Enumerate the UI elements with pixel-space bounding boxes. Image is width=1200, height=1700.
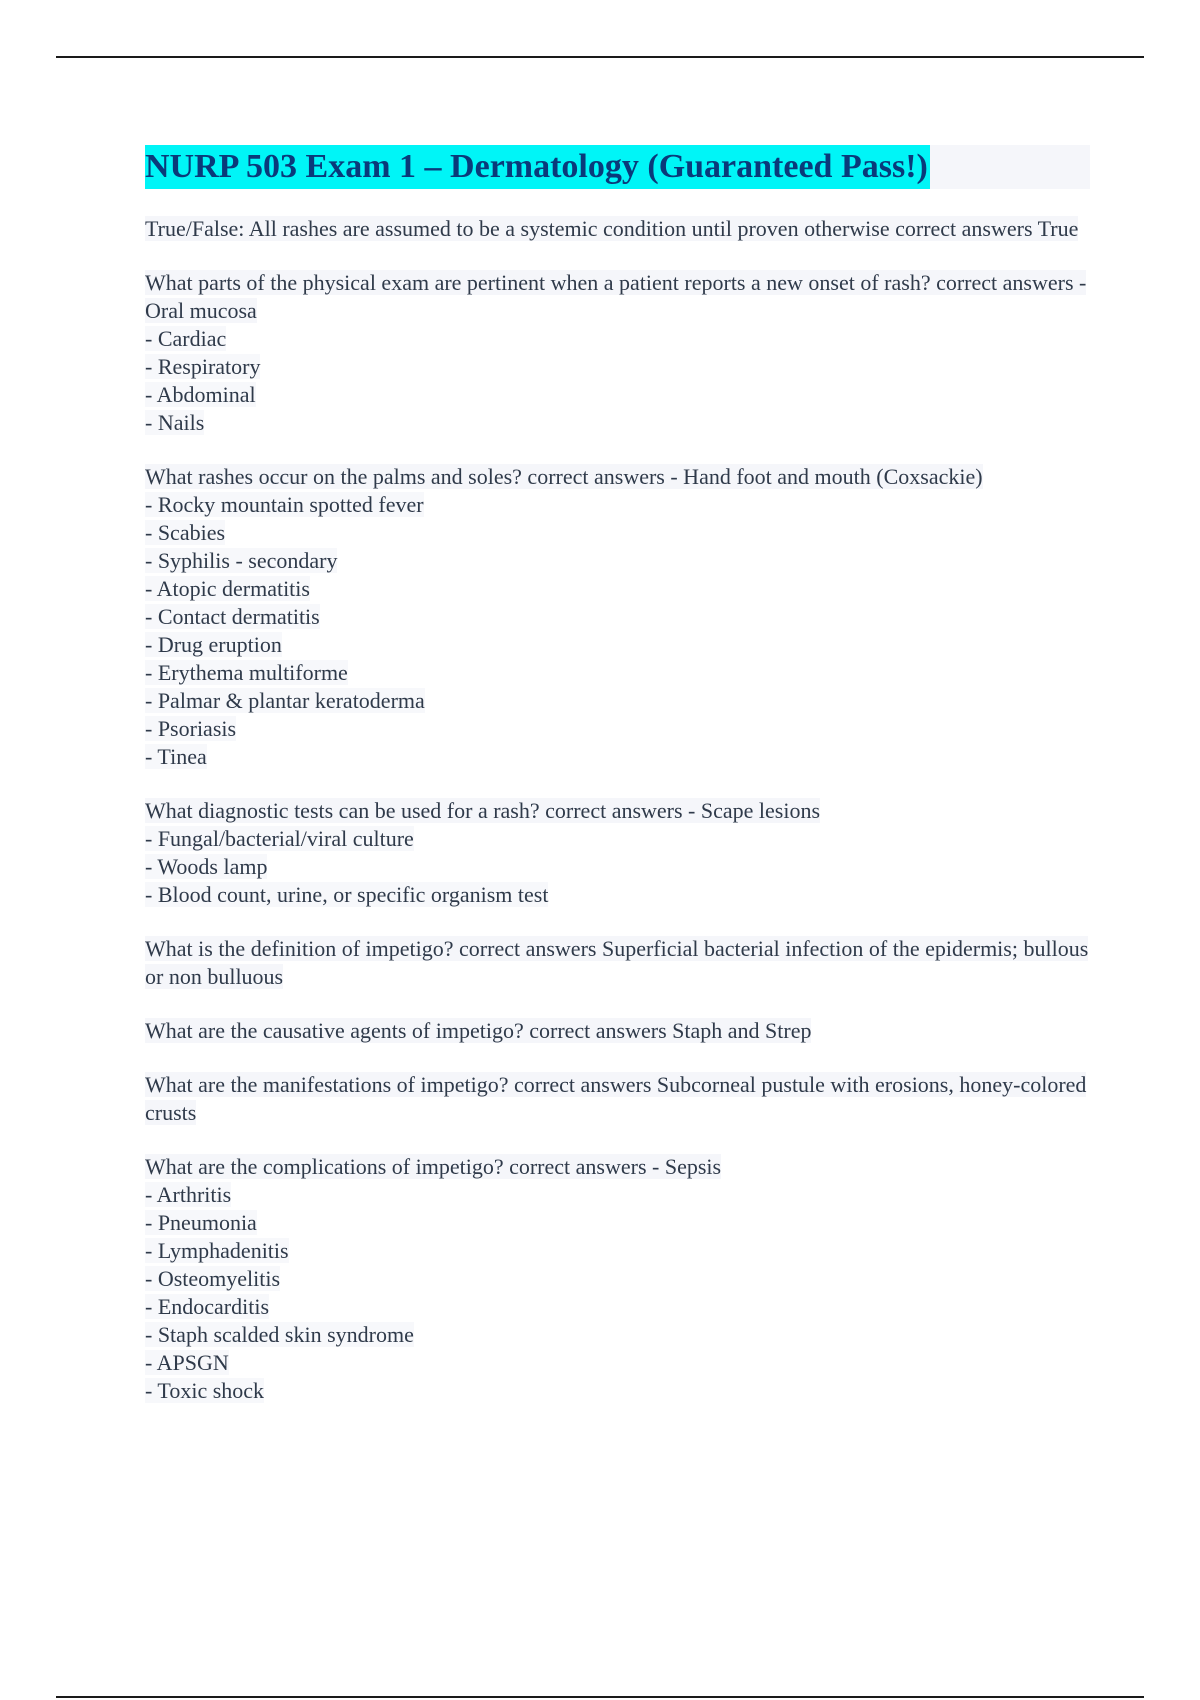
title-band bbox=[145, 145, 1090, 189]
qa-block bbox=[145, 215, 1090, 243]
qa-answer-item bbox=[145, 687, 1090, 715]
qa-question-text: What are the manifestations of impetigo? correct answers Subcorneal pustule with erosions, honey-colored crusts bbox=[145, 1072, 1087, 1125]
qa-answer-item bbox=[145, 491, 1090, 519]
qa-block bbox=[145, 269, 1090, 437]
qa-question-text: True/False: All rashes are assumed to be a systemic condition until proven otherwise correct answers True bbox=[145, 216, 1079, 241]
qa-answer-text: - Respiratory bbox=[145, 354, 261, 379]
qa-question-text: What parts of the physical exam are pertinent when a patient reports a new onset of rash? correct answers - Oral mucosa bbox=[145, 270, 1087, 323]
qa-answer-item bbox=[145, 1181, 1090, 1209]
qa-answer-item bbox=[145, 1349, 1090, 1377]
qa-answer-text: - Atopic dermatitis bbox=[145, 576, 310, 601]
qa-answer-text: - Psoriasis bbox=[145, 716, 237, 741]
qa-question-line bbox=[145, 1017, 1090, 1045]
qa-question-text: What are the complications of impetigo? correct answers - Sepsis bbox=[145, 1154, 722, 1179]
qa-answer-text: - Palmar & plantar keratoderma bbox=[145, 688, 425, 713]
qa-answer-text: - Contact dermatitis bbox=[145, 604, 320, 629]
qa-answer-item bbox=[145, 881, 1090, 909]
qa-answer-text: - Staph scalded skin syndrome bbox=[145, 1322, 414, 1347]
page-bottom-rule bbox=[56, 1696, 1144, 1698]
qa-answer-text: - Arthritis bbox=[145, 1182, 232, 1207]
qa-answer-item bbox=[145, 409, 1090, 437]
qa-question-line bbox=[145, 797, 1090, 825]
qa-answer-text: - Pneumonia bbox=[145, 1210, 257, 1235]
page-title: NURP 503 Exam 1 – Dermatology (Guaranteed Pass!) bbox=[145, 145, 930, 189]
qa-answer-text: - Scabies bbox=[145, 520, 226, 545]
qa-answer-list bbox=[145, 325, 1090, 437]
qa-block bbox=[145, 935, 1090, 991]
qa-answer-text: - Erythema multiforme bbox=[145, 660, 348, 685]
qa-answer-text: - Osteomyelitis bbox=[145, 1266, 281, 1291]
qa-answer-item bbox=[145, 353, 1090, 381]
qa-answer-item bbox=[145, 715, 1090, 743]
qa-answer-item bbox=[145, 1265, 1090, 1293]
qa-answer-item bbox=[145, 575, 1090, 603]
qa-question-line bbox=[145, 1153, 1090, 1181]
qa-answer-text: - APSGN bbox=[145, 1350, 229, 1375]
qa-block bbox=[145, 797, 1090, 909]
qa-answer-text: - Woods lamp bbox=[145, 854, 268, 879]
qa-answer-text: - Blood count, urine, or specific organism test bbox=[145, 882, 549, 907]
qa-answer-text: - Syphilis - secondary bbox=[145, 548, 338, 573]
qa-answer-text: - Rocky mountain spotted fever bbox=[145, 492, 424, 517]
qa-question-text: What diagnostic tests can be used for a rash? correct answers - Scape lesions bbox=[145, 798, 821, 823]
page-top-rule bbox=[56, 56, 1144, 58]
qa-answer-list bbox=[145, 491, 1090, 771]
qa-answer-item bbox=[145, 603, 1090, 631]
document-body bbox=[145, 145, 1090, 1431]
qa-question-text: What are the causative agents of impetigo? correct answers Staph and Strep bbox=[145, 1018, 812, 1043]
qa-answer-text: - Tinea bbox=[145, 744, 207, 769]
qa-question-line bbox=[145, 215, 1090, 243]
qa-answer-item bbox=[145, 325, 1090, 353]
qa-answer-item bbox=[145, 1209, 1090, 1237]
qa-answer-item bbox=[145, 631, 1090, 659]
qa-answer-item bbox=[145, 825, 1090, 853]
qa-block bbox=[145, 1153, 1090, 1405]
qa-answer-text: - Cardiac bbox=[145, 326, 227, 351]
qa-block bbox=[145, 1017, 1090, 1045]
qa-block bbox=[145, 1071, 1090, 1127]
qa-answer-list bbox=[145, 1181, 1090, 1405]
qa-question-line bbox=[145, 935, 1090, 991]
qa-question-line bbox=[145, 1071, 1090, 1127]
qa-answer-text: - Abdominal bbox=[145, 382, 256, 407]
qa-question-text: What is the definition of impetigo? correct answers Superficial bacterial infection of the epidermis; bullous or non bulluous bbox=[145, 936, 1089, 989]
qa-answer-item bbox=[145, 519, 1090, 547]
qa-question-line bbox=[145, 269, 1090, 325]
qa-answer-text: - Toxic shock bbox=[145, 1378, 265, 1403]
qa-answer-text: - Nails bbox=[145, 410, 205, 435]
qa-answer-item bbox=[145, 1377, 1090, 1405]
qa-answer-item bbox=[145, 743, 1090, 771]
qa-answer-text: - Fungal/bacterial/viral culture bbox=[145, 826, 414, 851]
qa-answer-text: - Drug eruption bbox=[145, 632, 282, 657]
qa-question-line bbox=[145, 463, 1090, 491]
qa-answer-text: - Endocarditis bbox=[145, 1294, 270, 1319]
qa-answer-item bbox=[145, 547, 1090, 575]
qa-answer-item bbox=[145, 1293, 1090, 1321]
qa-answer-item bbox=[145, 1321, 1090, 1349]
qa-answer-item bbox=[145, 659, 1090, 687]
qa-answer-item bbox=[145, 1237, 1090, 1265]
qa-list bbox=[145, 215, 1090, 1405]
qa-block bbox=[145, 463, 1090, 771]
qa-answer-list bbox=[145, 825, 1090, 909]
qa-question-text: What rashes occur on the palms and soles? correct answers - Hand foot and mouth (Coxsackie) bbox=[145, 464, 983, 489]
qa-answer-item bbox=[145, 853, 1090, 881]
qa-answer-item bbox=[145, 381, 1090, 409]
qa-answer-text: - Lymphadenitis bbox=[145, 1238, 289, 1263]
